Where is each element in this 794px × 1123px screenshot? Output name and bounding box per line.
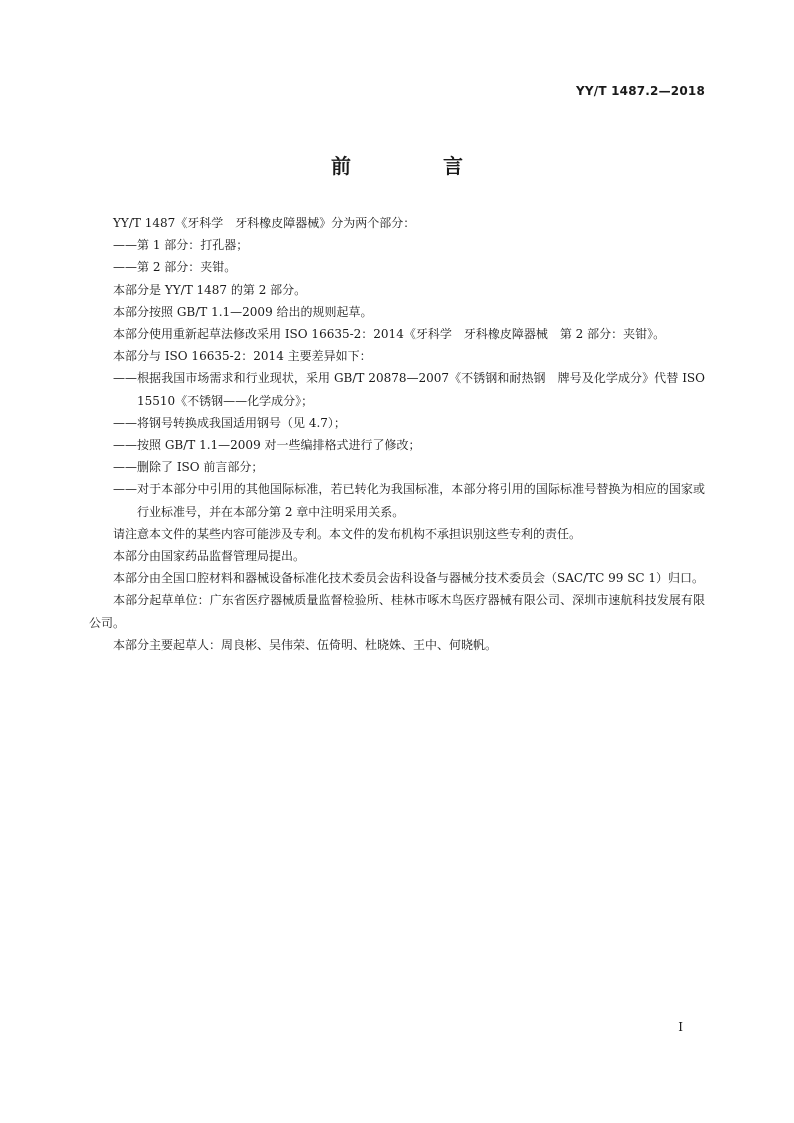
list-item: ——按照 GB/T 1.1—2009 对一些编排格式进行了修改； — [113, 438, 421, 453]
list-item: ——根据我国市场需求和行业现状，采用 GB/T 20878—2007《不锈钢和耐热钢 牌号及化学成分》代替 ISO 15510《不锈钢——化学成分》； — [113, 371, 705, 408]
paragraph: 本部分主要起草人：周良彬、吴伟荣、伍倚明、杜晓姝、王中、何晓帆。 — [113, 637, 498, 652]
paragraph: 本部分按照 GB/T 1.1—2009 给出的规则起草。 — [113, 304, 373, 319]
paragraph: 本部分由全国口腔材料和器械设备标准化技术委员会齿科设备与器械分技术委员会（SAC/TC 99 SC 1）归口。 — [113, 571, 705, 586]
list-item: ——第 1 部分：打孔器； — [113, 238, 249, 253]
list-item: ——第 2 部分：夹钳。 — [113, 260, 237, 275]
paragraph: YY/T 1487《牙科学 牙科橡皮障器械》分为两个部分： — [113, 216, 416, 230]
paragraph: 本部分起草单位：广东省医疗器械质量监督检验所、桂林市啄木鸟医疗器械有限公司、深圳市速航科技发展有限公司。 — [89, 593, 705, 630]
paragraph: 本部分是 YY/T 1487 的第 2 部分。 — [113, 282, 307, 297]
preface-body — [89, 212, 705, 656]
page-title: 前 言 — [331, 154, 499, 178]
list-item: ——对于本部分中引用的其他国际标准，若已转化为我国标准，本部分将引用的国际标准号替换为相应的国家或行业标准号，并在本部分第 2 章中注明采用关系。 — [113, 482, 705, 519]
document-code: YY/T 1487.2—2018 — [575, 84, 705, 98]
page-number: I — [678, 1020, 683, 1034]
paragraph: 本部分与 ISO 16635-2：2014 主要差异如下： — [113, 349, 372, 364]
list-item: ——将钢号转换成我国适用钢号（见 4.7）； — [113, 415, 346, 430]
paragraph: 请注意本文件的某些内容可能涉及专利。本文件的发布机构不承担识别这些专利的责任。 — [113, 526, 582, 541]
list-item: ——删除了 ISO 前言部分； — [113, 460, 264, 475]
paragraph: 本部分使用重新起草法修改采用 ISO 16635-2：2014《牙科学 牙科橡皮障器械 第 2 部分：夹钳》。 — [113, 327, 666, 342]
paragraph: 本部分由国家药品监督管理局提出。 — [113, 549, 306, 564]
